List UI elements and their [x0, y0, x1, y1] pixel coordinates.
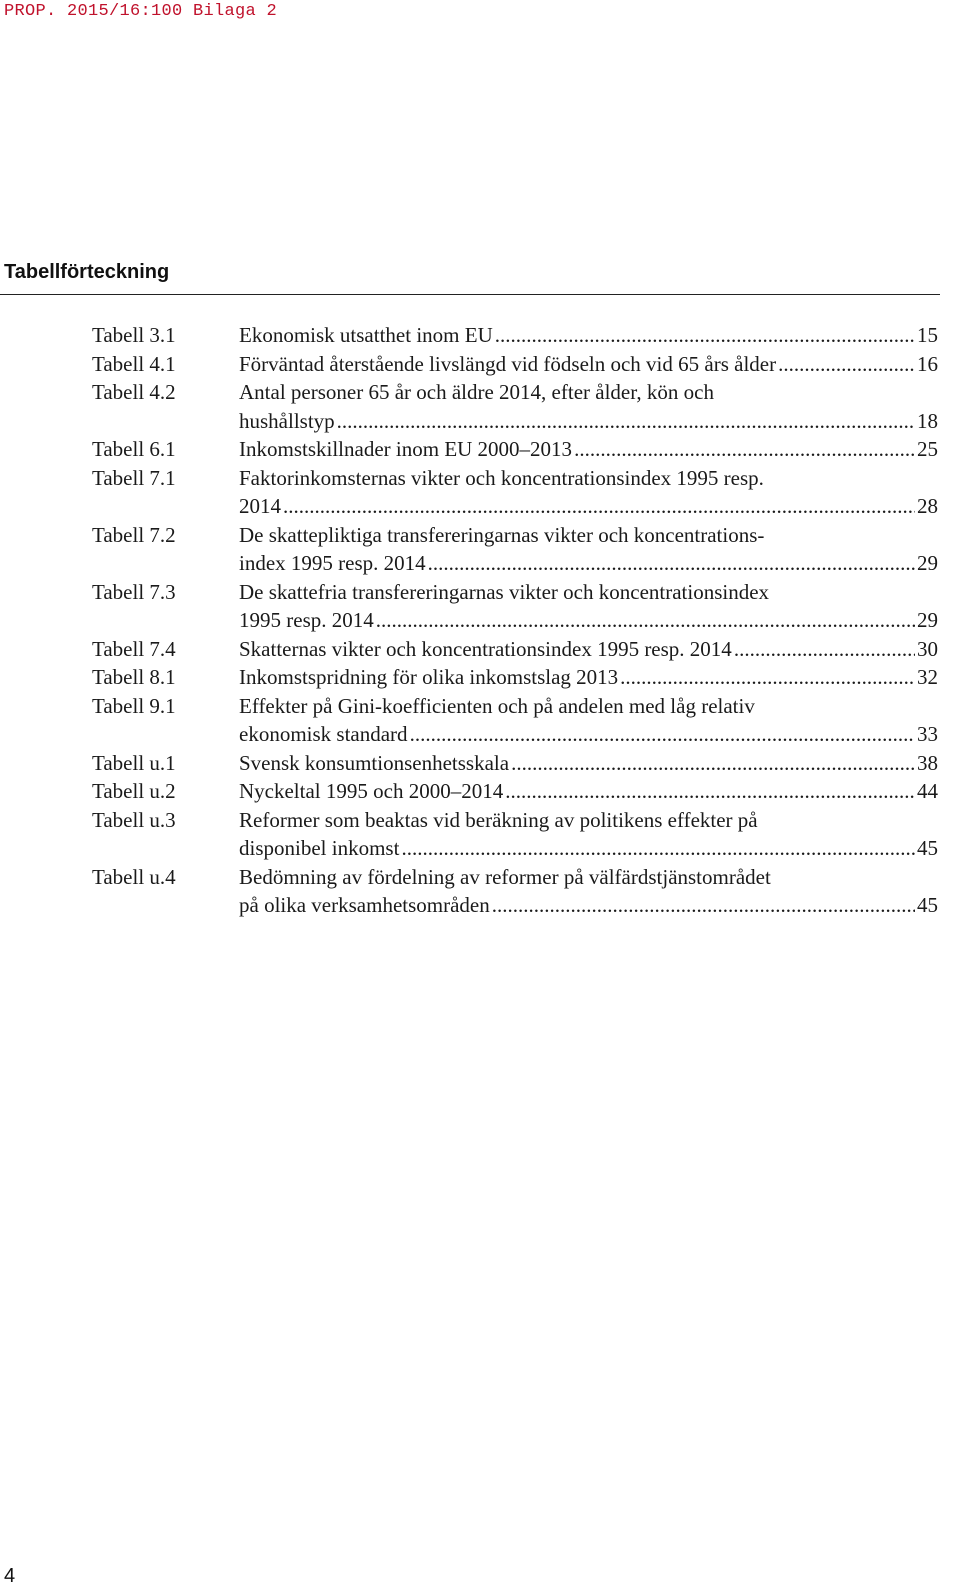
toc-entry[interactable] [92, 521, 938, 578]
toc-entry-title-line [239, 492, 938, 521]
toc-entry-title-text: Reformer som beaktas vid beräkning av politikens effekter på [239, 807, 758, 832]
toc-entry-title-line [239, 549, 938, 578]
toc-entry-number: Tabell 4.2 [92, 380, 176, 404]
toc-entry-title [239, 663, 938, 692]
toc-entry-number: Tabell 7.1 [92, 465, 176, 490]
toc-entry[interactable] [92, 321, 938, 350]
toc-entry-title-text: ekonomisk standard [239, 722, 408, 746]
dot-leader [574, 435, 915, 464]
toc-entry-number: Tabell u.4 [92, 864, 176, 889]
toc-entry-page[interactable]: 44 [917, 779, 938, 803]
toc-entry-title [239, 692, 938, 749]
toc-entry-page[interactable]: 33 [917, 722, 938, 746]
toc-entry-title [239, 806, 938, 863]
toc-entry-title-line [239, 720, 938, 749]
toc-entry-title-text: på olika verksamhetsområden [239, 893, 490, 917]
toc-entry-title [239, 464, 938, 521]
running-header: PROP. 2015/16:100 Bilaga 2 [4, 2, 278, 21]
toc-entry-title-line [239, 635, 938, 664]
toc-entry-title-text: hushållstyp [239, 408, 335, 433]
toc-entry-title [239, 635, 938, 664]
toc-entry[interactable] [92, 863, 938, 920]
toc-entry-title-text: De skattefria transfereringarnas vikter och koncentrationsindex [239, 579, 770, 604]
dot-leader [734, 635, 915, 664]
toc-entry-number: Tabell u.1 [92, 750, 176, 775]
dot-leader [620, 663, 915, 692]
toc-entry[interactable] [92, 350, 938, 379]
toc-entry[interactable] [92, 777, 938, 806]
toc-entry-page[interactable]: 15 [917, 323, 938, 347]
dot-leader [428, 549, 915, 578]
toc-entry-title-text: Bedömning av fördelning av reformer på välfärdstjänstområdet [239, 864, 771, 889]
toc-entry-page[interactable]: 28 [917, 494, 938, 518]
toc-entry[interactable] [92, 663, 938, 692]
toc-entry-title-line [239, 806, 938, 835]
toc-entry-page[interactable]: 25 [917, 437, 938, 461]
dot-leader [376, 606, 915, 635]
toc-entry-title-text: 1995 resp. 2014 [239, 608, 374, 632]
toc-entry-number: Tabell 9.1 [92, 693, 176, 718]
dot-leader [778, 350, 915, 379]
toc-entry-number: Tabell 3.1 [92, 323, 176, 347]
toc-entry-page[interactable]: 29 [917, 551, 938, 575]
toc-entry[interactable] [92, 464, 938, 521]
toc-entry-title-line [239, 521, 938, 550]
toc-entry-title [239, 321, 938, 350]
toc-entry-title-text: index 1995 resp. 2014 [239, 551, 426, 575]
toc-entry[interactable] [92, 749, 938, 778]
toc-entry-number: Tabell 7.4 [92, 636, 176, 661]
toc-entry-title [239, 350, 938, 379]
toc-entry-title-text: Ekonomisk utsatthet inom EU [239, 323, 493, 347]
dot-leader [410, 720, 915, 749]
dot-leader [505, 777, 915, 806]
toc-entry-title-line [239, 834, 938, 863]
dot-leader [337, 407, 915, 436]
toc-entry-title [239, 435, 938, 464]
toc-entry-title-line [239, 321, 938, 350]
toc-entry-title [239, 521, 938, 578]
toc-entry-page[interactable]: 45 [917, 836, 938, 860]
toc-entry-title-line [239, 777, 938, 806]
toc-entry[interactable] [92, 378, 938, 435]
dot-leader [401, 834, 915, 863]
toc-entry-title [239, 777, 938, 806]
toc-entry-title-text: Förväntad återstående livslängd vid födseln och vid 65 års ålder [239, 351, 777, 376]
toc-entry[interactable] [92, 435, 938, 464]
toc-entry-number: Tabell u.3 [92, 807, 176, 832]
title-divider [0, 294, 940, 295]
toc-entry-number: Tabell 7.3 [92, 579, 176, 604]
toc-entry-title-line [239, 350, 938, 379]
toc-entry-page[interactable]: 30 [917, 636, 938, 661]
table-of-contents [92, 321, 938, 920]
toc-entry-page[interactable]: 38 [917, 750, 938, 775]
toc-entry[interactable] [92, 578, 938, 635]
toc-entry-title-text: Skatternas vikter och koncentrationsindex 1995 resp. 2014 [239, 636, 732, 661]
toc-entry-title-line [239, 891, 938, 920]
toc-entry-title-line [239, 663, 938, 692]
toc-entry[interactable] [92, 692, 938, 749]
toc-entry-title-text: Inkomstskillnader inom EU 2000–2013 [239, 437, 573, 461]
toc-entry-title-line [239, 407, 938, 436]
toc-entry-title-line [239, 378, 938, 407]
toc-entry-page[interactable]: 29 [917, 608, 938, 632]
toc-entry-title-line [239, 692, 938, 721]
toc-entry-number: Tabell 7.2 [92, 522, 176, 547]
toc-entry-title-text: Svensk konsumtionsenhetsskala [239, 750, 510, 775]
toc-entry-title [239, 378, 938, 435]
toc-entry-number: Tabell u.2 [92, 779, 176, 803]
toc-entry-number: Tabell 6.1 [92, 437, 176, 461]
toc-entry-page[interactable]: 18 [917, 408, 938, 433]
toc-entry-title-text: De skattepliktiga transfereringarnas vikter och koncentrations- [239, 522, 765, 547]
toc-entry-title-line [239, 464, 938, 493]
toc-entry-title [239, 578, 938, 635]
toc-entry-title-line [239, 863, 938, 892]
toc-entry-title [239, 863, 938, 920]
toc-entry[interactable] [92, 635, 938, 664]
toc-entry-page[interactable]: 16 [917, 351, 938, 376]
toc-entry[interactable] [92, 806, 938, 863]
toc-entry-title-text: Effekter på Gini-koefficienten och på andelen med låg relativ [239, 693, 755, 718]
toc-entry-title-line [239, 578, 938, 607]
toc-entry-page[interactable]: 32 [917, 665, 938, 689]
dot-leader [511, 749, 915, 778]
page-number: 4 [4, 1565, 16, 1587]
toc-entry-title-text: Nyckeltal 1995 och 2000–2014 [239, 779, 504, 803]
toc-entry-title-text: Faktorinkomsternas vikter och koncentrationsindex 1995 resp. [239, 465, 764, 490]
toc-entry-title-line [239, 749, 938, 778]
dot-leader [283, 492, 915, 521]
toc-entry-title-text: disponibel inkomst [239, 836, 400, 860]
toc-entry-number: Tabell 8.1 [92, 665, 176, 689]
toc-entry-title-line [239, 435, 938, 464]
toc-entry-title-text: 2014 [239, 494, 281, 518]
toc-entry-number: Tabell 4.1 [92, 351, 176, 376]
toc-entry-title-text: Inkomstspridning för olika inkomstslag 2013 [239, 665, 619, 689]
toc-entry-page[interactable]: 45 [917, 893, 938, 917]
toc-entry-title-text: Antal personer 65 år och äldre 2014, efter ålder, kön och [239, 380, 714, 404]
dot-leader [495, 321, 915, 350]
toc-entry-title-line [239, 606, 938, 635]
toc-entry-title [239, 749, 938, 778]
page-title: Tabellförteckning [4, 261, 170, 283]
dot-leader [492, 891, 915, 920]
